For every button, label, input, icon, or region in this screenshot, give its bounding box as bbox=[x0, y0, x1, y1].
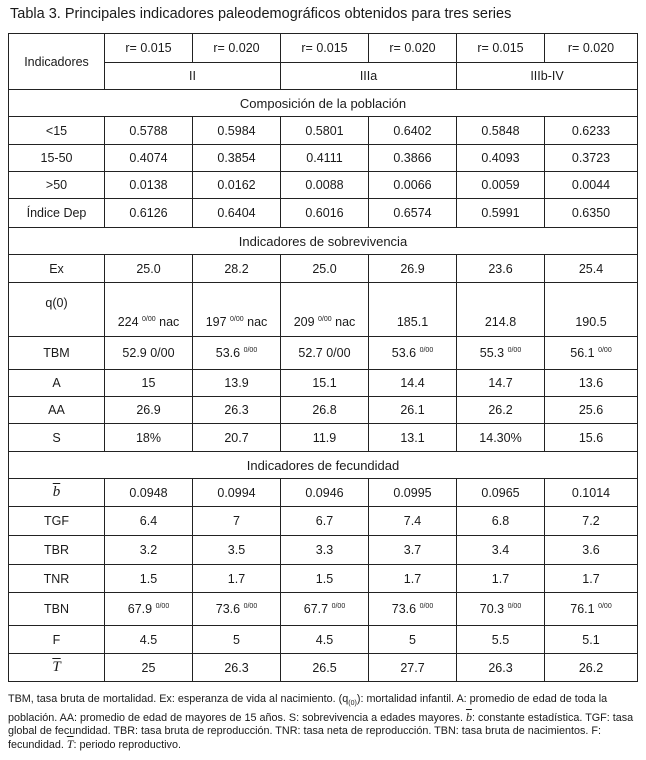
cell: 0.6350 bbox=[545, 199, 638, 228]
row-label: TGF bbox=[9, 507, 105, 536]
cell: 7 bbox=[193, 507, 281, 536]
cell: 26.3 bbox=[193, 397, 281, 424]
cell: 73.6 $^{0/00}$ bbox=[193, 593, 281, 626]
cell: 1.5 bbox=[105, 565, 193, 593]
cell: 26.9 bbox=[369, 255, 457, 283]
cell: 0.4111 bbox=[281, 145, 369, 172]
row-label: >50 bbox=[9, 172, 105, 199]
cell: 20.7 bbox=[193, 424, 281, 452]
cell: 23.6 bbox=[457, 255, 545, 283]
cell: 52.9 0/00 bbox=[105, 337, 193, 370]
cell: 0.6016 bbox=[281, 199, 369, 228]
section-title: Indicadores de sobrevivencia bbox=[9, 228, 638, 255]
cell: 7.2 bbox=[545, 507, 638, 536]
cell: 3.6 bbox=[545, 536, 638, 565]
cell: 13.9 bbox=[193, 370, 281, 397]
cell: 67.7 $^{0/00}$ bbox=[281, 593, 369, 626]
cell: 0.5788 bbox=[105, 117, 193, 145]
cell: 0.3854 bbox=[193, 145, 281, 172]
cell: 0.0946 bbox=[281, 479, 369, 507]
cell: 0.0138 bbox=[105, 172, 193, 199]
cell: 3.2 bbox=[105, 536, 193, 565]
cell: 0.6404 bbox=[193, 199, 281, 228]
cell: 5.1 bbox=[545, 626, 638, 654]
row-label: 15-50 bbox=[9, 145, 105, 172]
row-label: Ex bbox=[9, 255, 105, 283]
cell: 0.5848 bbox=[457, 117, 545, 145]
cell: 214.8 bbox=[457, 283, 545, 337]
cell: 53.6 $^{0/00}$ bbox=[369, 337, 457, 370]
row-label: q(0) bbox=[9, 283, 105, 337]
cell: 4.5 bbox=[281, 626, 369, 654]
header-r: r= 0.020 bbox=[193, 34, 281, 63]
cell: 1.7 bbox=[545, 565, 638, 593]
header-r: r= 0.015 bbox=[105, 34, 193, 63]
cell: 7.4 bbox=[369, 507, 457, 536]
cell: 76.1 $^{0/00}$ bbox=[545, 593, 638, 626]
cell: 26.3 bbox=[193, 654, 281, 682]
cell: 6.7 bbox=[281, 507, 369, 536]
cell: 0.6574 bbox=[369, 199, 457, 228]
cell: 0.5801 bbox=[281, 117, 369, 145]
table-title: Tabla 3. Principales indicadores paleodemográficos obtenidos para tres series bbox=[10, 6, 512, 22]
header-indicadores: Indicadores bbox=[9, 34, 105, 90]
row-label: Índice Dep bbox=[9, 199, 105, 228]
header-r: r= 0.020 bbox=[369, 34, 457, 63]
cell: 55.3 $^{0/00}$ bbox=[457, 337, 545, 370]
cell: 0.0994 bbox=[193, 479, 281, 507]
cell: 28.2 bbox=[193, 255, 281, 283]
cell: 4.5 bbox=[105, 626, 193, 654]
cell: 25.0 bbox=[105, 255, 193, 283]
cell: 3.3 bbox=[281, 536, 369, 565]
row-label: <15 bbox=[9, 117, 105, 145]
header-series: IIIa bbox=[281, 63, 457, 90]
cell: 0.0948 bbox=[105, 479, 193, 507]
cell: 1.7 bbox=[369, 565, 457, 593]
cell: 25.0 bbox=[281, 255, 369, 283]
cell: 0.4093 bbox=[457, 145, 545, 172]
row-label: TBN bbox=[9, 593, 105, 626]
section-title: Indicadores de fecundidad bbox=[9, 452, 638, 479]
header-r: r= 0.020 bbox=[545, 34, 638, 63]
cell: 0.0965 bbox=[457, 479, 545, 507]
cell: 3.5 bbox=[193, 536, 281, 565]
row-label: TNR bbox=[9, 565, 105, 593]
cell: 13.6 bbox=[545, 370, 638, 397]
cell: 14.4 bbox=[369, 370, 457, 397]
cell: 15.6 bbox=[545, 424, 638, 452]
section-title: Composición de la población bbox=[9, 90, 638, 117]
cell: 0.0162 bbox=[193, 172, 281, 199]
row-label: TBM bbox=[9, 337, 105, 370]
cell: 209 $^{0/00}$ nac bbox=[281, 283, 369, 337]
cell: 18% bbox=[105, 424, 193, 452]
cell: 26.2 bbox=[457, 397, 545, 424]
cell: 190.5 bbox=[545, 283, 638, 337]
cell: 56.1 $^{0/00}$ bbox=[545, 337, 638, 370]
cell: 67.9 $^{0/00}$ bbox=[105, 593, 193, 626]
cell: 0.0066 bbox=[369, 172, 457, 199]
cell: 26.1 bbox=[369, 397, 457, 424]
cell: 5 bbox=[369, 626, 457, 654]
cell: 0.0995 bbox=[369, 479, 457, 507]
cell: 14.30% bbox=[457, 424, 545, 452]
cell: 224 $^{0/00}$ nac bbox=[105, 283, 193, 337]
row-label: $\overline{b}$ bbox=[9, 479, 105, 507]
cell: 73.6 $^{0/00}$ bbox=[369, 593, 457, 626]
row-label: F bbox=[9, 626, 105, 654]
header-r: r= 0.015 bbox=[281, 34, 369, 63]
row-label: S bbox=[9, 424, 105, 452]
cell: 26.3 bbox=[457, 654, 545, 682]
row-label: A bbox=[9, 370, 105, 397]
cell: 6.8 bbox=[457, 507, 545, 536]
cell: 25.4 bbox=[545, 255, 638, 283]
cell: 0.3866 bbox=[369, 145, 457, 172]
cell: 53.6 $^{0/00}$ bbox=[193, 337, 281, 370]
cell: 11.9 bbox=[281, 424, 369, 452]
header-r: r= 0.015 bbox=[457, 34, 545, 63]
cell: 70.3 $^{0/00}$ bbox=[457, 593, 545, 626]
cell: 6.4 bbox=[105, 507, 193, 536]
cell: 15 bbox=[105, 370, 193, 397]
cell: 14.7 bbox=[457, 370, 545, 397]
cell: 197 $^{0/00}$ nac bbox=[193, 283, 281, 337]
row-label: TBR bbox=[9, 536, 105, 565]
cell: 0.0044 bbox=[545, 172, 638, 199]
cell: 5 bbox=[193, 626, 281, 654]
cell: 0.6402 bbox=[369, 117, 457, 145]
cell: 0.3723 bbox=[545, 145, 638, 172]
cell: 0.5984 bbox=[193, 117, 281, 145]
cell: 26.8 bbox=[281, 397, 369, 424]
cell: 1.7 bbox=[457, 565, 545, 593]
cell: 3.7 bbox=[369, 536, 457, 565]
cell: 0.4074 bbox=[105, 145, 193, 172]
cell: 26.9 bbox=[105, 397, 193, 424]
row-label: AA bbox=[9, 397, 105, 424]
table-footnote: TBM, tasa bruta de mortalidad. Ex: esperanza de vida al nacimiento. $(q_{(0)})$: mortalidad infantil. A: promedio de edad de toda la población. AA: promedio de edad de mayores de 15 años. S: sobrevivencia a edades mayores. $\overline{b}$: constante estadística. TGF: tasa global de fecundidad. TBR: tasa bruta de reproducción. TNR: tasa neta de reproducción. TBN: tasa bruta de nacimientos. F: fecundidad. $\overline{T}$: periodo reproductivo. bbox=[8, 693, 634, 752]
cell: 1.5 bbox=[281, 565, 369, 593]
header-series: IIIb-IV bbox=[457, 63, 638, 90]
cell: 1.7 bbox=[193, 565, 281, 593]
cell: 52.7 0/00 bbox=[281, 337, 369, 370]
indicators-table bbox=[8, 33, 638, 682]
cell: 15.1 bbox=[281, 370, 369, 397]
cell: 0.0088 bbox=[281, 172, 369, 199]
cell: 185.1 bbox=[369, 283, 457, 337]
cell: 0.0059 bbox=[457, 172, 545, 199]
cell: 25 bbox=[105, 654, 193, 682]
cell: 25.6 bbox=[545, 397, 638, 424]
cell: 5.5 bbox=[457, 626, 545, 654]
cell: 0.1014 bbox=[545, 479, 638, 507]
cell: 0.5991 bbox=[457, 199, 545, 228]
cell: 26.2 bbox=[545, 654, 638, 682]
header-series: II bbox=[105, 63, 281, 90]
cell: 27.7 bbox=[369, 654, 457, 682]
cell: 13.1 bbox=[369, 424, 457, 452]
row-label: $\overline{T}$ bbox=[9, 654, 105, 682]
cell: 0.6126 bbox=[105, 199, 193, 228]
cell: 0.6233 bbox=[545, 117, 638, 145]
cell: 26.5 bbox=[281, 654, 369, 682]
cell: 3.4 bbox=[457, 536, 545, 565]
